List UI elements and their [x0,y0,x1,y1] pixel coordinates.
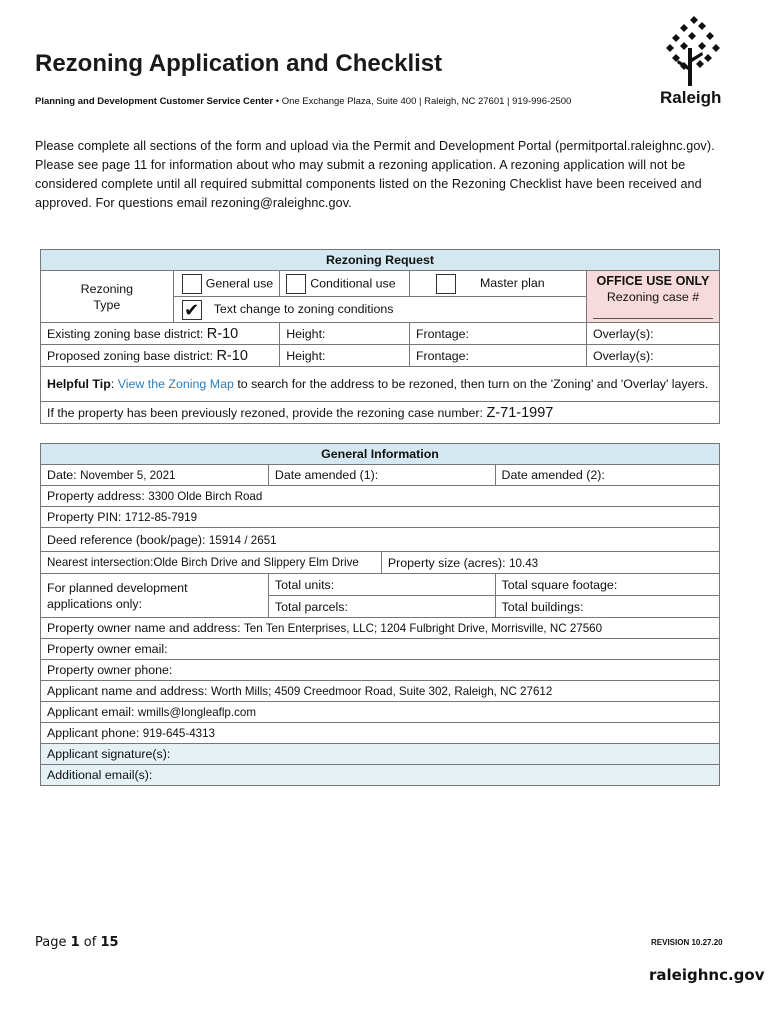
property-address-field[interactable] [41,486,720,507]
applicant-phone-value: 919-645-4313 [142,727,215,740]
applicant-phone-field[interactable] [41,723,720,744]
page-number [35,935,119,950]
additional-email-field[interactable] [41,765,720,786]
date-amended-2-field[interactable] [495,465,719,486]
nearest-intersection-value: Olde Birch Drive and Slippery Elm Drive [153,556,359,569]
applicant-signature-label: Applicant signature(s): [47,747,171,761]
applicant-email-value: wmills@longleaflp.com [137,706,257,719]
general-information-table [40,443,720,786]
previous-rezoning-value: Z-71-1997 [486,404,554,421]
rezoning-case-line [593,308,713,319]
proposed-zoning-value: R-10 [216,347,248,364]
page-title: Rezoning Application and Checklist [35,50,443,77]
property-owner-label: Property owner name and address: [47,621,241,635]
deed-reference-label: Deed reference (book/page): [47,532,206,547]
existing-overlay-field[interactable] [586,323,719,345]
master-plan-label: Master plan [479,275,545,290]
helpful-tip-title: Helpful Tip [47,377,111,391]
applicant-phone-label: Applicant phone: [47,726,140,740]
property-address-label: Property address: [47,489,145,503]
property-owner-phone-field[interactable] [41,660,720,681]
proposed-zoning-label: Proposed zoning base district: [47,348,213,363]
existing-frontage-label: Frontage: [415,326,469,341]
property-owner-email-field[interactable] [41,639,720,660]
planned-development-label [41,574,269,618]
revision-label: REVISION 10.27.20 [651,938,723,947]
conditional-use-checkbox[interactable] [286,274,306,294]
planned-development-line-1: For planned development [47,580,188,595]
existing-height-field[interactable] [280,323,410,345]
applicant-name-value: Worth Mills; 4509 Creedmoor Road, Suite 302, Raleigh, NC 27612 [210,685,553,698]
total-parcels-label: Total parcels: [274,599,348,614]
general-use-label: General use [205,275,274,290]
total-square-footage-label: Total square footage: [501,577,618,592]
office-use-title: OFFICE USE ONLY [596,274,710,288]
contact-line-address: • One Exchange Plaza, Suite 400 | Raleigh, NC 27601 | 919-996-2500 [273,96,572,107]
helpful-tip-text: to search for the address to be rezoned, then turn on the 'Zoning' and 'Overlay' layers. [233,377,709,391]
property-size-field[interactable] [381,552,719,574]
applicant-email-label: Applicant email: [47,705,135,719]
total-buildings-field[interactable] [495,596,719,618]
previous-rezoning-label: If the property has been previously rezoned, provide the rezoning case number: [47,405,483,420]
date-amended-1-field[interactable] [268,465,495,486]
zoning-map-link[interactable]: View the Zoning Map [117,377,234,391]
existing-zoning-label: Existing zoning base district: [47,326,204,341]
deed-reference-value: 15914 / 2651 [208,533,277,547]
text-change-label: Text change to zoning conditions [213,301,394,316]
text-change-checkbox[interactable]: ✔ [182,300,202,320]
site-url: raleighnc.gov [649,966,765,984]
helpful-tip [41,367,720,402]
rezoning-request-table [40,249,720,424]
date-amended-2-label: Date amended (2): [501,468,605,482]
property-pin-value: 1712-85-7919 [124,511,198,524]
applicant-name-label: Applicant name and address: [47,684,208,698]
proposed-height-label: Height: [286,348,326,363]
proposed-height-field[interactable] [280,345,410,367]
proposed-frontage-field[interactable] [409,345,586,367]
applicant-signature-field[interactable] [41,744,720,765]
planned-development-line-2: applications only: [47,596,143,611]
general-use-checkbox[interactable] [182,274,202,294]
applicant-email-field[interactable] [41,702,720,723]
property-pin-label: Property PIN: [47,510,122,524]
proposed-overlay-field[interactable] [586,345,719,367]
property-owner-phone-label: Property owner phone: [47,663,173,677]
property-owner-email-label: Property owner email: [47,642,168,656]
deed-reference-field[interactable] [41,528,720,552]
date-value: November 5, 2021 [80,469,176,482]
page-word: Page [35,935,71,950]
rezoning-type-label [41,271,174,323]
raleigh-logo-text: Raleigh [660,88,722,107]
rezoning-type-label-2: Type [93,297,121,312]
additional-email-label: Additional email(s): [47,768,153,782]
rezoning-case-label: Rezoning case # [606,290,700,304]
office-use-box [586,271,719,323]
page-of: of [79,935,101,950]
property-owner-field[interactable] [41,618,720,639]
proposed-overlay-label: Overlay(s): [592,348,654,363]
rezoning-request-header: Rezoning Request [41,250,720,271]
intro-paragraph: Please complete all sections of the form and upload via the Permit and Development Portal (permitportal.raleighnc.gov). Please see page 11 for information about who may submit a rezoning application. A rezoning application will not be considered complete until all required submittal components listed on the Rezoning Checklist have been received and approved. For questions email rezoning@raleighnc.gov. [35,139,715,210]
nearest-intersection-field[interactable] [41,552,382,574]
total-units-field[interactable] [268,574,495,596]
contact-line [35,96,571,107]
existing-height-label: Height: [286,326,326,341]
master-plan-option[interactable] [409,271,586,297]
existing-overlay-label: Overlay(s): [592,326,654,341]
total-buildings-label: Total buildings: [501,599,584,614]
date-amended-1-label: Date amended (1): [274,468,379,482]
property-owner-value: Ten Ten Enterprises, LLC; 1204 Fulbright Drive, Morrisville, NC 27560 [244,622,603,635]
helpful-tip-colon: : [110,377,118,391]
proposed-frontage-label: Frontage: [415,348,469,363]
text-change-option[interactable] [173,297,586,323]
general-use-option[interactable] [173,271,280,297]
property-size-value: 10.43 [509,556,539,570]
total-units-label: Total units: [274,577,335,592]
existing-zoning-field[interactable] [41,323,280,345]
date-label: Date: [47,468,77,482]
property-size-label: Property size (acres): [387,555,506,570]
existing-frontage-field[interactable] [409,323,586,345]
applicant-name-field[interactable] [41,681,720,702]
date-field[interactable] [41,465,269,486]
general-info-header: General Information [41,444,720,465]
previous-rezoning-field[interactable] [41,402,720,424]
existing-zoning-value: R-10 [206,325,239,342]
proposed-zoning-field[interactable] [41,345,280,367]
property-pin-field[interactable] [41,507,720,528]
conditional-use-label: Conditional use [310,275,396,290]
property-address-value: 3300 Olde Birch Road [148,490,263,503]
contact-line-org: Planning and Development Customer Service Center [35,96,274,107]
conditional-use-option[interactable] [280,271,410,297]
nearest-intersection-label: Nearest intersection: [47,556,154,569]
total-parcels-field[interactable] [268,596,495,618]
master-plan-checkbox[interactable] [436,274,456,294]
rezoning-type-label-1: Rezoning [80,281,134,296]
total-square-footage-field[interactable] [495,574,719,596]
page-total: 15 [100,935,119,950]
page-current: 1 [70,935,80,950]
